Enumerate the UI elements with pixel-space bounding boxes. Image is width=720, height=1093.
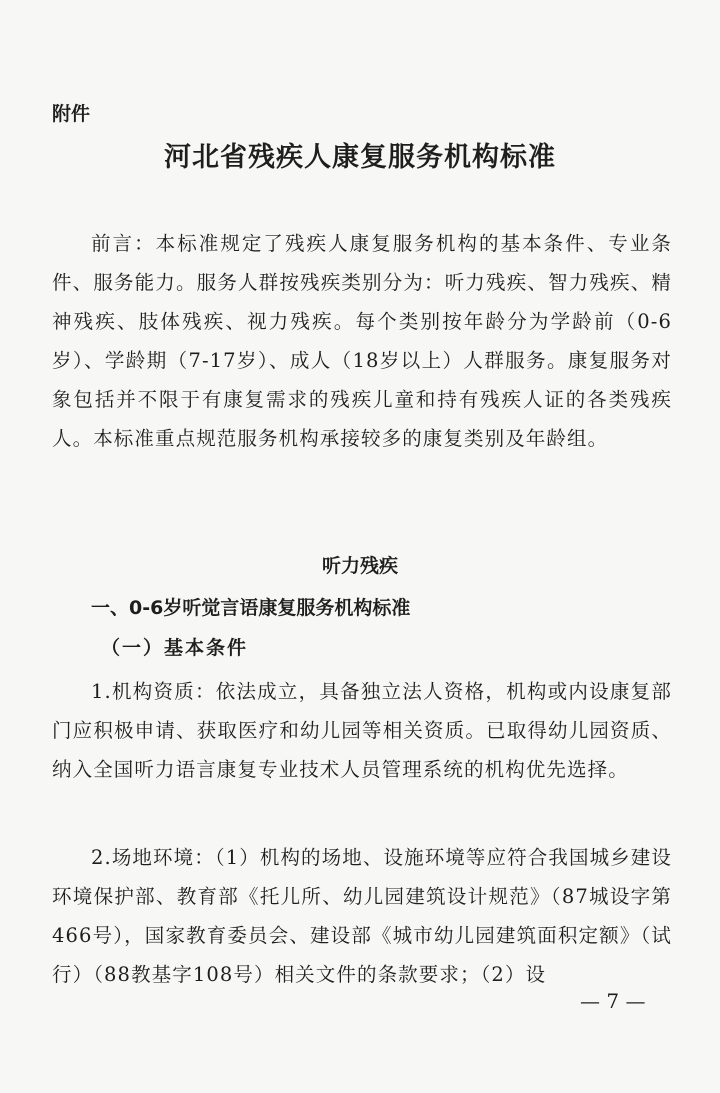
document-title: 河北省残疾人康复服务机构标准	[164, 142, 556, 173]
page-number: — 7 —	[580, 989, 646, 1013]
item-paragraph: 1.机构资质：依法成立，具备独立法人资格，机构或内设康复部门应积极申请、获取医疗和幼儿园等相关资质。已取得幼儿园资质、纳入全国听力语言康复专业技术人员管理系统的机构优先选择。	[52, 680, 672, 781]
item-paragraph: 2.场地环境：（1）机构的场地、设施环境等应符合我国城乡建设环境保护部、教育部《托儿所、幼儿园建筑设计规范》（87城设字第466号），国家教育委员会、建设部《城市幼儿园建筑面积定额》（试行）（88教基字108号）相关文件的条款要求；（2）设	[52, 846, 672, 986]
attachment-label: 附件	[52, 103, 91, 125]
subsection-heading: 一、0-6岁听觉言语康复服务机构标准	[91, 597, 411, 619]
basic-conditions-heading: （一）基本条件	[101, 637, 249, 659]
section-heading: 听力残疾	[321, 555, 398, 577]
preface-paragraph: 前言：本标准规定了残疾人康复服务机构的基本条件、专业条件、服务能力。服务人群按残疾类别分为：听力残疾、智力残疾、精神残疾、肢体残疾、视力残疾。每个类别按年龄分为学龄前（0-6岁）、学龄期（7-17岁）、成人（18岁以上）人群服务。康复服务对象包括并不限于有康复需求的残疾儿童和持有残疾人证的各类残疾人。本标准重点规范服务机构承接较多的康复类别及年龄组。	[52, 232, 672, 450]
